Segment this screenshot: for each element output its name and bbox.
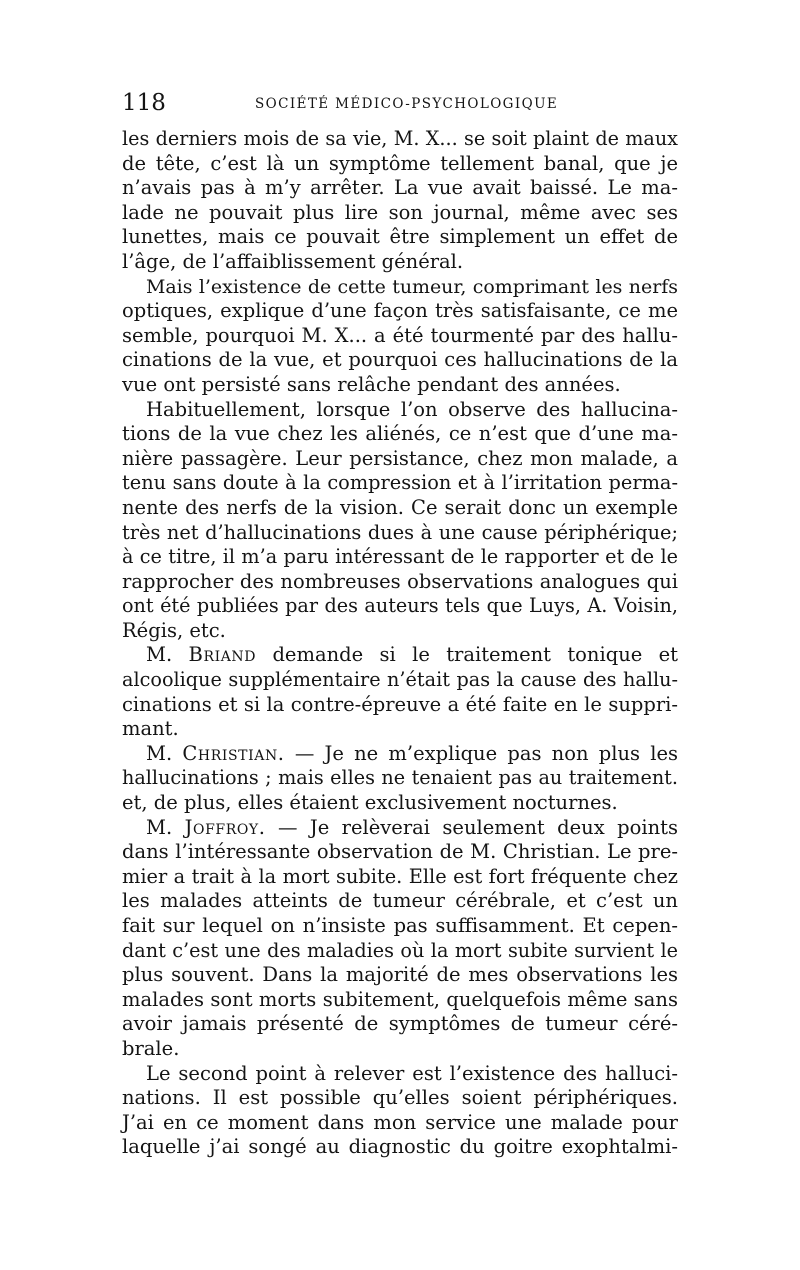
text-line: J’ai en ce moment dans mon service une malade pour: [122, 1110, 678, 1134]
text-line: n’avais pas à m’y arrêter. La vue avait baissé. Le ma-: [122, 176, 678, 200]
text-line: l’âge, de l’affaiblissement général.: [122, 249, 464, 273]
text-line: à ce titre, il m’a paru intéressant de le rapporter et de le: [122, 545, 678, 569]
speaker-line: [122, 816, 678, 841]
text-line: avoir jamais présenté de symptômes de tumeur céré-: [122, 1012, 678, 1036]
text-line: demande si le traitement tonique et: [272, 643, 679, 667]
text-line: tions de la vue chez les aliénés, ce n’est que d’une ma-: [122, 422, 678, 446]
text-line: laquelle j’ai songé au diagnostic du goitre exophtalmi-: [122, 1135, 678, 1159]
text-line: Habituellement, lorsque l’on observe des hallucina-: [146, 397, 678, 421]
text-line: lade ne pouvait plus lire son journal, même avec ses: [122, 200, 678, 224]
text-line: dant c’est une des maladies où la mort subite survient le: [122, 938, 678, 962]
text-line: — Je ne m’explique pas non plus les: [294, 741, 679, 765]
text-line: très net d’hallucinations dues à une cause périphérique;: [122, 520, 678, 544]
text-line: hallucinations ; mais elles ne tenaient pas au traitement.: [122, 766, 678, 790]
text-line: cinations et si la contre-épreuve a été faite en le suppri-: [122, 692, 678, 716]
text-line: fait sur lequel on n’insiste pas suffisamment. Et cepen-: [122, 914, 678, 937]
text-line: plus souvent. Dans la majorité de mes observations les: [122, 963, 678, 987]
text-line: alcoolique supplémentaire n’était pas la cause des hallu-: [122, 668, 678, 692]
text-line: les malades atteints de tumeur cérébrale, et c’est un: [122, 889, 678, 913]
speaker-prefix: M.: [146, 741, 173, 765]
page-number: 118: [122, 90, 166, 116]
speaker-line: [122, 643, 678, 668]
speaker-prefix: M.: [146, 643, 173, 667]
text-line: vue ont persisté sans relâche pendant des années.: [122, 372, 621, 396]
text-line: Mais l’existence de cette tumeur, comprimant les nerfs: [146, 275, 678, 298]
text-line: nente des nerfs de la vision. Ce serait donc un exemple: [122, 495, 678, 519]
text-line: mier a trait à la mort subite. Elle est fort fréquente chez: [122, 864, 678, 888]
text-line: les derniers mois de sa vie, M. X... se soit plaint de maux: [122, 127, 678, 150]
speaker-name: Christian.: [182, 741, 285, 765]
text-line: nière passagère. Leur persistance, chez mon malade, a: [122, 446, 678, 470]
text-line: mant.: [122, 717, 179, 741]
text-line: ont été publiées par des auteurs tels que Luys, A. Voisin,: [122, 594, 678, 618]
text-line: Le second point à relever est l’existence des halluci-: [146, 1061, 678, 1085]
text-line: et, de plus, elles étaient exclusivement nocturnes.: [122, 791, 618, 815]
text-line: — Je relèverai seulement deux points: [277, 815, 678, 839]
text-line: rapprocher des nombreuses observations analogues qui: [122, 569, 678, 593]
speaker-name: Joffroy.: [184, 815, 266, 839]
speaker-line: [122, 742, 678, 767]
text-line: malades sont morts subitement, quelquefois même sans: [122, 987, 678, 1011]
speaker-name: Briand: [188, 643, 257, 667]
text-line: tenu sans doute à la compression et à l’irritation perma-: [122, 471, 678, 495]
text-line: cinations de la vue, et pourquoi ces hallucinations de la: [122, 348, 678, 372]
speaker-prefix: M.: [146, 815, 173, 839]
text-line: semble, pourquoi M. X... a été tourmenté par des hallu-: [122, 323, 678, 347]
text-line: optiques, explique d’une façon très satisfaisante, ce me: [122, 299, 678, 323]
body-text: [122, 127, 678, 1160]
text-line: lunettes, mais ce pouvait être simplement un effet de: [122, 225, 678, 249]
text-line: de tête, c’est là un symptôme tellement banal, que je: [122, 151, 678, 175]
running-head: SOCIÉTÉ MÉDICO-PSYCHOLOGIQUE: [255, 96, 559, 112]
text-line: brale.: [122, 1036, 180, 1060]
text-line: dans l’intéressante observation de M. Christian. Le pre-: [122, 840, 678, 864]
text-line: Régis, etc.: [122, 618, 226, 642]
page-header: [122, 88, 678, 120]
text-line: nations. Il est possible qu’elles soient périphériques.: [122, 1086, 678, 1110]
